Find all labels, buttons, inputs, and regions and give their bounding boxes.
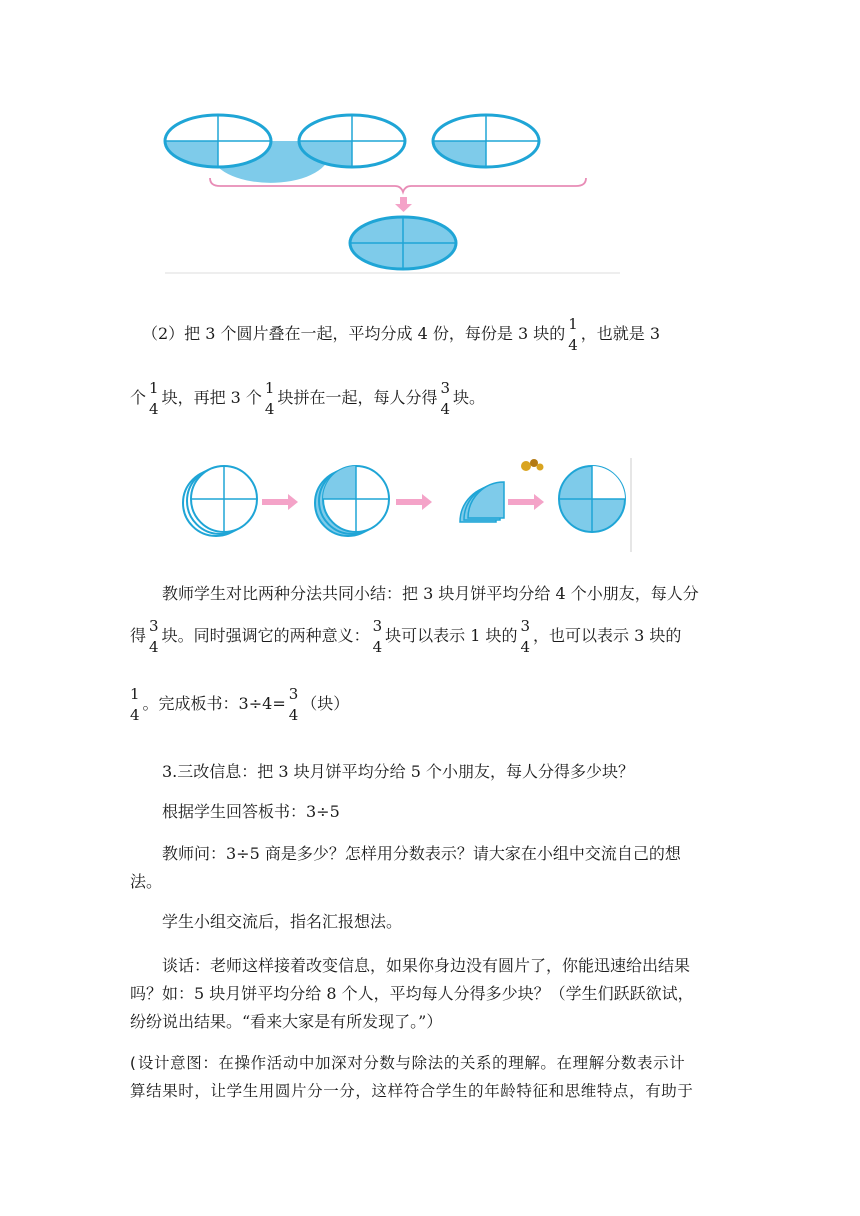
section3-title: 3.三改信息：把 3 块月饼平均分给 5 个小朋友，每人分得多少块？ <box>162 762 634 781</box>
denominator: 4 <box>440 400 451 418</box>
design-note-l2: 算结果时，让学生用圆片分一分，这样符合学生的年龄特征和思维特点，有助于 <box>130 1082 694 1100</box>
text: 块。 <box>453 388 486 407</box>
stacked-circles <box>183 466 257 536</box>
summary-line1: 教师学生对比两种分法共同小结：把 3 块月饼平均分给 4 个小朋友，每人分 <box>162 584 699 603</box>
section3-board: 根据学生回答板书：3÷5 <box>162 802 340 821</box>
para2-l1-suffix: ，也就是 3 <box>580 324 661 343</box>
denominator: 4 <box>372 638 383 656</box>
fraction <box>130 684 140 725</box>
stacked-circles-shaded <box>315 466 389 536</box>
section3-question-l1: 教师问：3÷5 商是多少？怎样用分数表示？请大家在小组中交流自己的想 <box>162 844 681 863</box>
para2-line2 <box>130 378 730 419</box>
right-arrow <box>508 494 544 510</box>
denominator: 4 <box>520 638 531 656</box>
numerator: 1 <box>264 379 275 397</box>
quarter-pieces <box>460 482 504 522</box>
numerator: 3 <box>372 617 383 635</box>
para2-l1-prefix: （2）把 3 个圆片叠在一起，平均分成 4 份，每份是 3 块的 <box>142 324 566 343</box>
denominator: 4 <box>288 706 299 724</box>
design-note-l1: (设计意图：在操作活动中加深对分数与除法的关系的理解。在理解分数表示计 <box>128 1054 686 1072</box>
fraction <box>568 314 578 355</box>
text: 块拼在一起，每人分得 <box>277 388 438 407</box>
fraction <box>373 616 383 657</box>
numerator: 1 <box>568 315 578 333</box>
down-arrow <box>395 197 412 212</box>
fraction <box>440 378 450 419</box>
fraction <box>265 378 275 419</box>
section3-talk-l1: 谈话：老师这样接着改变信息，如果你身边没有圆片了，你能迅速给出结果 <box>162 956 691 975</box>
numerator: 1 <box>149 379 159 397</box>
numerator: 3 <box>288 685 299 703</box>
text: 个 <box>130 388 147 407</box>
ellipse-3 <box>433 115 539 167</box>
section3-talk-l3: 纷纷说出结果。“看来大家是有所发现了。”） <box>130 1012 443 1031</box>
section3-question-l2: 法。 <box>130 872 163 891</box>
denominator: 4 <box>264 400 275 418</box>
fraction <box>149 616 159 657</box>
text: 得 <box>130 626 147 645</box>
right-arrow <box>262 494 298 510</box>
text: （块） <box>301 694 350 713</box>
text: 块，再把 3 个 <box>161 388 262 407</box>
text: 。完成板书：3÷4= <box>142 694 286 713</box>
denominator: 4 <box>568 336 578 354</box>
result-circle <box>559 466 625 532</box>
denominator: 4 <box>149 400 159 418</box>
numerator: 1 <box>130 685 140 703</box>
summary-line2 <box>130 616 730 657</box>
section3-report: 学生小组交流后，指名汇报想法。 <box>162 912 403 931</box>
section3-talk-l2: 吗？如：5 块月饼平均分给 8 个人，平均每人分得多少块？（学生们跃跃欲试， <box>130 984 694 1003</box>
text: 块可以表示 1 块的 <box>385 626 518 645</box>
ellipse-2 <box>299 115 405 167</box>
figure-ellipses <box>160 112 630 278</box>
numerator: 3 <box>520 617 531 635</box>
fraction <box>149 378 159 419</box>
right-arrow <box>396 494 432 510</box>
denominator: 4 <box>130 706 140 724</box>
summary-line3 <box>130 684 730 725</box>
fraction <box>289 684 299 725</box>
figure-circles <box>176 456 636 554</box>
para2-line1 <box>142 314 742 355</box>
text: 块。同时强调它的两种意义： <box>161 626 370 645</box>
small-figure-icon <box>521 459 544 471</box>
ellipse-result <box>350 217 456 269</box>
fraction <box>520 616 530 657</box>
numerator: 3 <box>149 617 159 635</box>
denominator: 4 <box>149 638 159 656</box>
numerator: 3 <box>440 379 451 397</box>
text: ，也可以表示 3 块的 <box>533 626 682 645</box>
